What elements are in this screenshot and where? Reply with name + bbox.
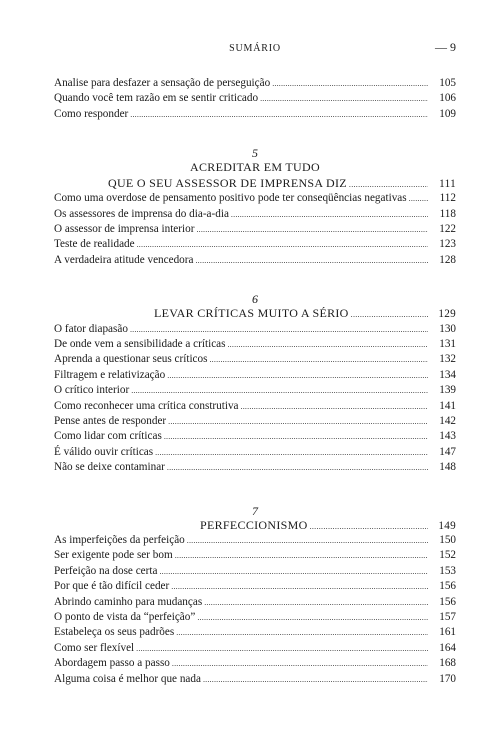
dot-leader — [131, 383, 428, 398]
toc-entry — [54, 595, 456, 610]
dot-leader — [175, 548, 428, 563]
dot-leader — [349, 177, 428, 193]
entry-page: 123 — [439, 238, 456, 251]
chapter-page: 149 — [438, 519, 456, 532]
chapter-title: LEVAR CRÍTICAS MUITO A SÉRIO — [154, 306, 349, 321]
page-number: — 9 — [435, 40, 456, 54]
entry-title: Estabeleça os seus padrões — [54, 626, 175, 639]
toc-entry — [54, 399, 456, 414]
toc-entry — [54, 672, 456, 687]
entry-title: Teste de realidade — [54, 238, 135, 251]
entry-title: As imperfeições da perfeição — [54, 534, 185, 547]
entry-title: O assessor de imprensa interior — [54, 222, 195, 235]
toc-entry — [54, 533, 456, 548]
toc-entry — [54, 564, 456, 579]
dot-leader — [159, 564, 428, 579]
toc-entry — [54, 253, 456, 268]
entry-title: Não se deixe contaminar — [54, 461, 165, 474]
entry-page: 122 — [439, 222, 456, 235]
entry-title: Abrindo caminho para mudanças — [54, 595, 203, 608]
dot-leader — [241, 399, 428, 414]
toc-entry — [54, 414, 456, 429]
entry-title: Abordagem passo a passo — [54, 657, 170, 670]
entry-page: 105 — [439, 77, 456, 89]
chapter-6 — [54, 292, 456, 475]
chapter-title-row — [54, 176, 456, 192]
toc-entry — [54, 445, 456, 460]
entry-page: 130 — [439, 322, 456, 335]
chapter-7 — [54, 504, 456, 687]
chapter-page: 129 — [438, 308, 456, 321]
dot-leader — [167, 368, 428, 383]
toc-entry — [54, 222, 456, 237]
chapter-title-line2: QUE O SEU ASSESSOR DE IMPRENSA DIZ — [108, 175, 347, 190]
dot-leader — [130, 107, 428, 122]
dot-leader — [197, 610, 428, 625]
entry-page: 150 — [439, 534, 456, 547]
entry-title: O fator diapasão — [54, 322, 128, 335]
chapter-number: 7 — [252, 503, 258, 518]
entry-title: Como lidar com críticas — [54, 430, 162, 443]
entry-title: Perfeição na dose certa — [54, 564, 158, 577]
entry-page: 106 — [439, 92, 456, 105]
toc-entry — [54, 91, 456, 106]
dot-leader — [196, 222, 428, 237]
dot-leader — [164, 429, 428, 444]
chapter-number: 6 — [252, 292, 258, 307]
running-title: SUMÁRIO — [229, 43, 281, 54]
toc-entry — [54, 429, 456, 444]
entry-title: Como responder — [54, 107, 129, 120]
dot-leader — [272, 76, 428, 91]
dot-leader — [171, 579, 428, 594]
chapter-number: 5 — [252, 146, 258, 161]
dot-leader — [172, 656, 428, 671]
entry-page: 132 — [439, 353, 456, 366]
entry-title: O crítico interior — [54, 384, 130, 397]
entry-title: Alguma coisa é melhor que nada — [54, 672, 201, 685]
dot-leader — [203, 672, 428, 687]
toc-entry — [54, 625, 456, 640]
intro-entries — [54, 76, 456, 122]
entry-title: Como uma overdose de pensamento positivo pode ter conseqüências negativas — [54, 192, 407, 205]
entry-title: O ponto de vista da “perfeição” — [54, 610, 196, 623]
chapter-page: 111 — [439, 177, 456, 190]
chapter-title-row — [54, 518, 456, 534]
toc-entry — [54, 191, 456, 206]
entry-title: Os assessores de imprensa do dia-a-dia — [54, 207, 229, 220]
page-header — [54, 40, 456, 60]
entry-page: 109 — [439, 107, 456, 120]
entry-page: 131 — [439, 338, 456, 351]
dot-leader — [130, 322, 428, 337]
entry-page: 164 — [439, 641, 456, 654]
entry-page: 142 — [439, 414, 456, 427]
entry-page: 156 — [439, 580, 456, 593]
dot-leader — [187, 533, 428, 548]
entry-title: A verdadeira atitude vencedora — [54, 253, 194, 266]
entry-title: Pense antes de responder — [54, 414, 167, 427]
entry-page: 170 — [439, 672, 456, 685]
table-of-contents — [54, 76, 456, 687]
toc-entry — [54, 322, 456, 337]
entry-title: Por que é tão difícil ceder — [54, 580, 170, 593]
entry-title: Analise para desfazer a sensação de perseguição — [54, 77, 271, 89]
entry-page: 161 — [439, 626, 456, 639]
toc-entry — [54, 207, 456, 222]
dot-leader — [227, 337, 428, 352]
entry-page: 153 — [439, 564, 456, 577]
dot-leader — [351, 307, 428, 323]
entry-page: 147 — [439, 445, 456, 458]
dot-leader — [310, 519, 428, 535]
dot-leader — [167, 460, 428, 475]
toc-entry — [54, 352, 456, 367]
dot-leader — [136, 641, 428, 656]
toc-entry — [54, 107, 456, 122]
toc-entry — [54, 656, 456, 671]
toc-entry — [54, 368, 456, 383]
dot-leader — [155, 445, 428, 460]
entry-title: Como reconhecer uma crítica construtiva — [54, 399, 239, 412]
toc-entry — [54, 337, 456, 352]
entry-page: 143 — [439, 430, 456, 443]
toc-entry — [54, 460, 456, 475]
entry-title: Aprenda a questionar seus críticos — [54, 353, 208, 366]
toc-entry — [54, 76, 456, 91]
entry-page: 157 — [439, 610, 456, 623]
entry-page: 139 — [439, 384, 456, 397]
toc-entry — [54, 610, 456, 625]
entry-page: 168 — [439, 657, 456, 670]
entry-page: 141 — [439, 399, 456, 412]
dot-leader — [231, 207, 428, 222]
dot-leader — [176, 625, 428, 640]
entry-page: 112 — [439, 192, 456, 205]
entry-title: Filtragem e relativização — [54, 368, 166, 381]
dot-leader — [409, 191, 428, 206]
toc-entry — [54, 641, 456, 656]
entry-title: Ser exigente pode ser bom — [54, 549, 173, 562]
dot-leader — [204, 595, 428, 610]
entry-page: 128 — [439, 253, 456, 266]
toc-entry — [54, 237, 456, 252]
entry-page: 118 — [439, 207, 456, 220]
chapter-title-row — [54, 306, 456, 322]
chapter-5 — [54, 146, 456, 268]
dot-leader — [195, 253, 428, 268]
chapter-title-line1: ACREDITAR EM TUDO — [190, 160, 320, 175]
toc-entry — [54, 383, 456, 398]
entry-title: Como ser flexível — [54, 641, 135, 654]
toc-entry — [54, 579, 456, 594]
entry-page: 152 — [439, 549, 456, 562]
entry-page: 148 — [439, 461, 456, 474]
entry-title: De onde vem a sensibilidade a críticas — [54, 338, 226, 351]
dot-leader — [260, 91, 428, 106]
toc-entry — [54, 548, 456, 563]
dot-leader — [137, 237, 428, 252]
chapter-title: PERFECCIONISMO — [200, 517, 308, 532]
dot-leader — [209, 352, 428, 367]
entry-page: 134 — [439, 368, 456, 381]
entry-page: 156 — [439, 595, 456, 608]
dot-leader — [168, 414, 428, 429]
entry-title: É válido ouvir críticas — [54, 445, 154, 458]
entry-title: Quando você tem razão em se sentir criticado — [54, 92, 259, 105]
